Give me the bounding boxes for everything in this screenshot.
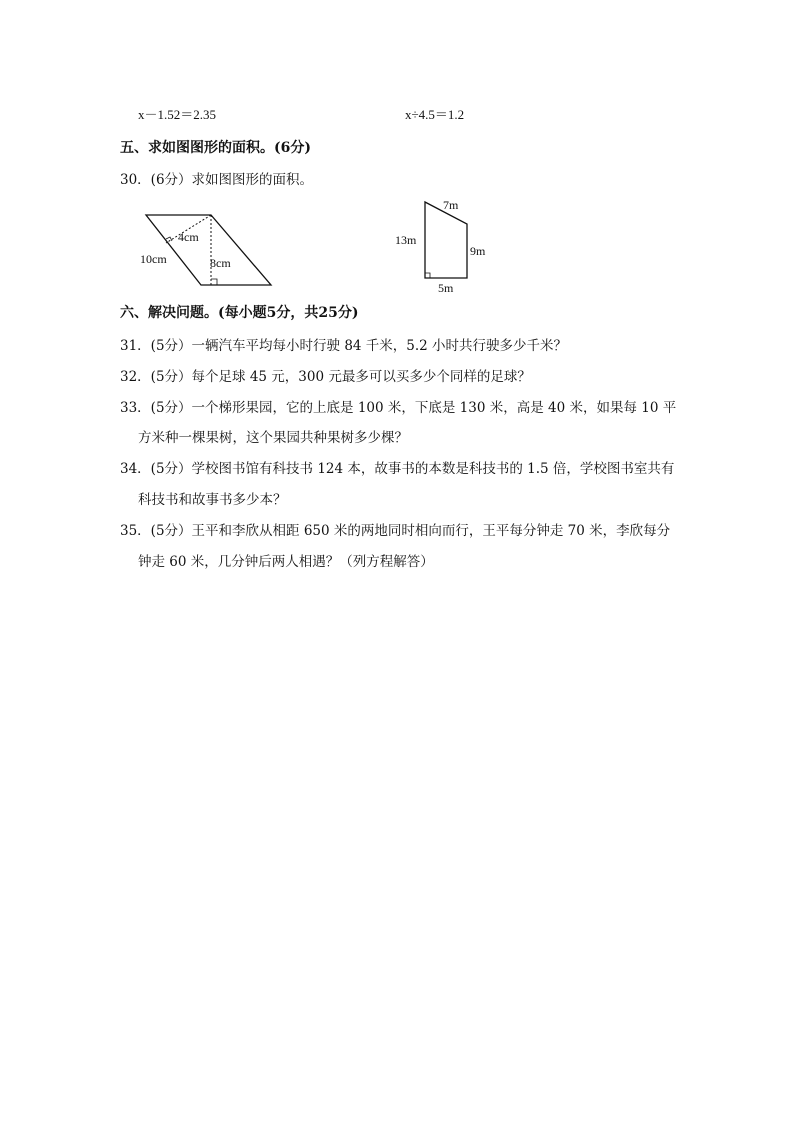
label-8cm: 8cm: [210, 256, 231, 270]
label-9m: 9m: [470, 244, 486, 258]
question-33-line2: 方米种一棵果树，这个果园共种果树多少棵？: [138, 430, 408, 446]
equation-left: x－1.52＝2.35: [138, 107, 217, 122]
parallelogram-shape: [146, 215, 271, 285]
label-4cm: 4cm: [178, 230, 199, 244]
question-30: 30．(6分）求如图图形的面积。: [120, 172, 314, 188]
right-angle-mark-a: [166, 237, 172, 241]
question-33-line1: 33．(5分）一个梯形果园，它的上底是 100 米，下底是 130 米，高是 40 米，如果每 10 平: [120, 400, 677, 416]
label-13m: 13m: [395, 233, 417, 247]
question-35-line1: 35．(5分）王平和李欣从相距 650 米的两地同时相向而行，王平每分钟走 70 米，李欣每分: [120, 523, 671, 539]
label-10cm: 10cm: [140, 252, 167, 266]
label-7m: 7m: [443, 198, 459, 212]
right-angle-mark-c: [425, 273, 430, 278]
right-angle-mark-b: [211, 279, 217, 285]
trapezoid-shape: [425, 202, 467, 278]
question-31: 31．(5分）一辆汽车平均每小时行驶 84 千米，5.2 小时共行驶多少千米？: [120, 338, 568, 354]
question-35-line2: 钟走 60 米，几分钟后两人相遇？（列方程解答）: [138, 554, 434, 570]
parallelogram-figure: [136, 205, 286, 295]
section6-heading: 六、解决问题。(每小题5分，共25分): [120, 305, 359, 321]
equation-right: x÷4.5＝1.2: [405, 107, 465, 122]
label-5m: 5m: [438, 281, 454, 295]
trapezoid-figure: [395, 196, 495, 296]
question-34-line1: 34．(5分）学校图书馆有科技书 124 本，故事书的本数是科技书的 1.5 倍，学校图书室共有: [120, 461, 675, 477]
section5-heading: 五、求如图图形的面积。(6分): [120, 140, 311, 156]
question-32: 32．(5分）每个足球 45 元，300 元最多可以买多少个同样的足球？: [120, 369, 531, 385]
question-34-line2: 科技书和故事书多少本？: [138, 492, 287, 508]
